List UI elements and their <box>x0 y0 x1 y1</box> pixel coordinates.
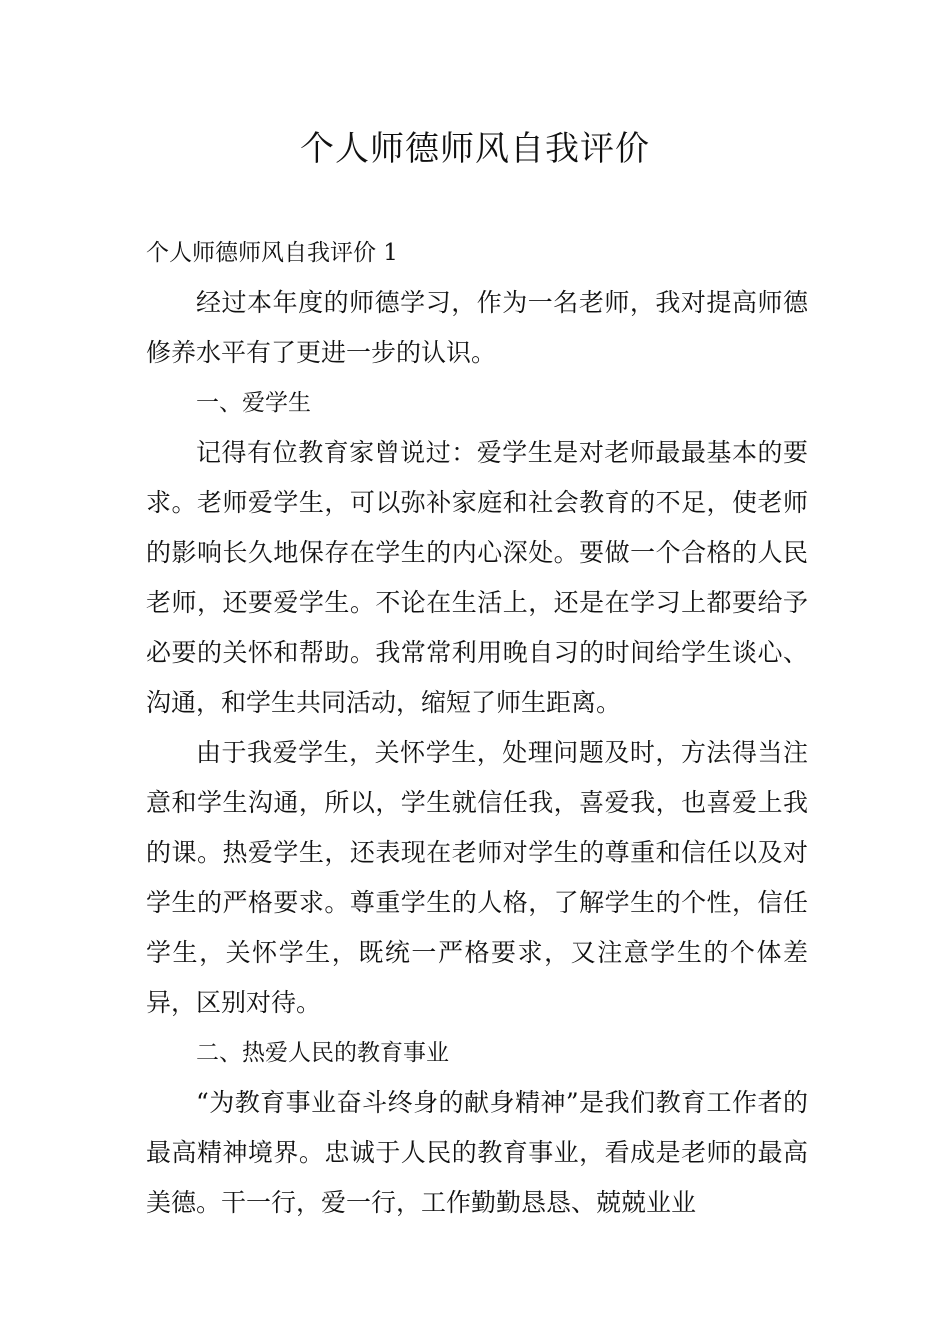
document-title: 个人师德师风自我评价 <box>300 129 650 169</box>
paragraph-love-education: “为教育事业奋斗终身的献身精神”是我们教育工作者的最高精神境界。忠诚于人民的教育事业，看成是老师的最高美德。干一行，爱一行，工作勤勤恳恳、兢兢业业 <box>146 1088 808 1217</box>
paragraph-intro: 经过本年度的师德学习，作为一名老师，我对提高师德修养水平有了更进一步的认识。 <box>146 288 808 367</box>
section-heading: 个人师德师风自我评价 1 <box>146 240 398 266</box>
document-body <box>146 228 808 1228</box>
subheading-love-students: 一、爱学生 <box>196 390 311 416</box>
paragraph-love-students-1: 记得有位教育家曾说过：爱学生是对老师最最基本的要求。老师爱学生，可以弥补家庭和社会教育的不足，使老师的影响长久地保存在学生的内心深处。要做一个合格的人民老师，还要爱学生。不论在生活上，还是在学习上都要给予必要的关怀和帮助。我常常利用晚自习的时间给学生谈心、沟通，和学生共同活动，缩短了师生距离。 <box>146 438 808 717</box>
paragraph-love-students-2: 由于我爱学生，关怀学生，处理问题及时，方法得当注意和学生沟通，所以，学生就信任我，喜爱我，也喜爱上我的课。热爱学生，还表现在老师对学生的尊重和信任以及对学生的严格要求。尊重学生的人格，了解学生的个性，信任学生，关怀学生，既统一严格要求，又注意学生的个体差异，区别对待。 <box>146 738 808 1017</box>
subheading-love-education: 二、热爱人民的教育事业 <box>196 1040 449 1066</box>
